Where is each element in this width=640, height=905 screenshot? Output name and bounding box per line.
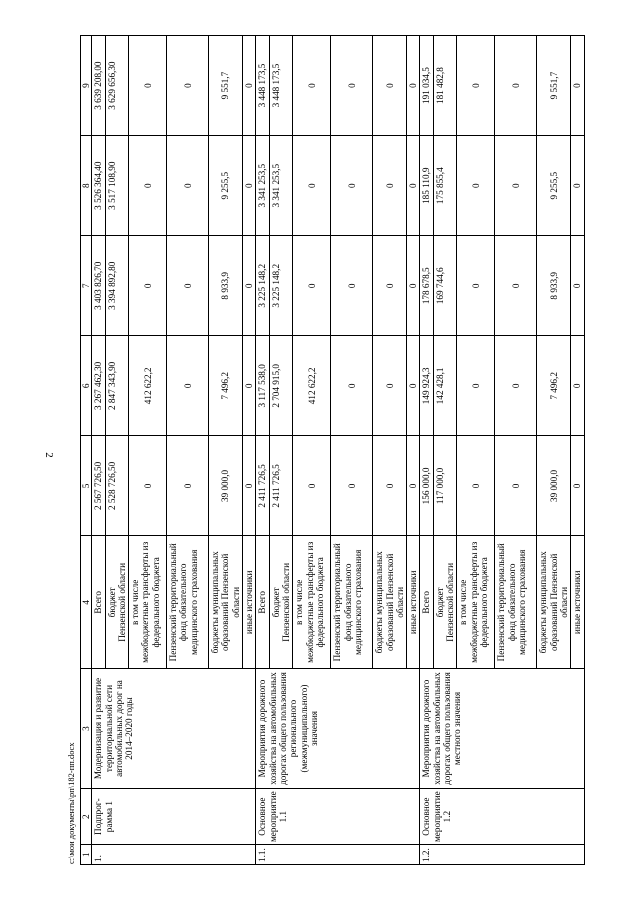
value-cell: 7 496,2 [209, 336, 243, 436]
row-number-cell: 1.1. [256, 845, 420, 865]
row-number-cell: 1. [92, 845, 256, 865]
value-cell: 2 411 726,5 [269, 436, 293, 536]
value-cell: 191 034,5 [420, 36, 433, 136]
value-cell: 2 847 343,90 [105, 336, 129, 436]
funding-source-cell [209, 536, 243, 669]
value-cell: 0 [373, 436, 407, 536]
table-row [420, 36, 433, 865]
value-cell: 169 744,6 [433, 236, 457, 336]
value-cell: 181 482,8 [433, 36, 457, 136]
funding-source-label: иные источники [572, 570, 583, 635]
value-cell: 0 [243, 436, 256, 536]
value-cell: 3 341 253,5 [269, 136, 293, 236]
value-cell: 156 000,0 [420, 436, 433, 536]
value-cell: 0 [407, 36, 420, 136]
row-kind-cell: Подпрог-рамма 1 [92, 788, 256, 845]
value-cell: 3 629 656,30 [105, 36, 129, 136]
value-cell: 0 [167, 336, 209, 436]
value-cell: 142 428,1 [433, 336, 457, 436]
header-cell: 5 [81, 436, 92, 536]
funding-source-cell [167, 536, 209, 669]
funding-source-label: в том числе [294, 579, 305, 625]
value-cell: 3 403 826,70 [92, 236, 105, 336]
value-cell: 3 117 538,0 [256, 336, 269, 436]
funding-source-label: межбюджетные трансферты из федерального бюджета [140, 541, 161, 663]
value-cell: 0 [571, 36, 584, 136]
value-cell: 0 [457, 336, 495, 436]
value-cell: 0 [373, 136, 407, 236]
value-cell: 3 394 892,80 [105, 236, 129, 336]
value-cell: 0 [331, 236, 373, 336]
row-name-cell: Модернизация и развитие территориальной сети автомобильных дорог на 2014–2020 годы [92, 669, 256, 789]
value-cell: 0 [571, 336, 584, 436]
value-cell: 0 [331, 36, 373, 136]
value-cell: 149 924,3 [420, 336, 433, 436]
funding-source-cell [331, 536, 373, 669]
header-row [81, 36, 92, 865]
header-cell: 1 [81, 845, 92, 865]
value-cell: 0 [167, 136, 209, 236]
value-cell: 39 000,0 [209, 436, 243, 536]
value-cell: 412 622,2 [129, 336, 167, 436]
budget-table [80, 35, 585, 865]
funding-source-label: в том числе [130, 579, 141, 625]
value-cell: 0 [129, 36, 167, 136]
value-cell: 7 496,2 [537, 336, 571, 436]
value-cell: 0 [129, 236, 167, 336]
header-cell: 7 [81, 236, 92, 336]
value-cell: 0 [407, 236, 420, 336]
value-cell: 0 [457, 136, 495, 236]
value-cell: 3 225 148,2 [269, 236, 293, 336]
funding-source-label: Пензенский территориальный фонд обязательного медицинского страхования [332, 543, 363, 662]
row-name-cell: Мероприятия дорожного хозяйства на автомобильных дорогах общего пользования регионального (межмуниципального) значения [256, 669, 420, 789]
table-row [92, 36, 105, 865]
funding-source-label: бюджеты муниципальных образований Пензенской области [538, 551, 569, 654]
rotated-table-container [80, 35, 583, 865]
funding-source-cell [269, 536, 293, 669]
value-cell: 0 [495, 36, 537, 136]
value-cell: 0 [495, 436, 537, 536]
value-cell: 2 411 726,5 [256, 436, 269, 536]
header-cell: 6 [81, 336, 92, 436]
funding-source-label: Пензенский территориальный фонд обязательного медицинского страхования [496, 543, 527, 662]
funding-source-cell [256, 536, 269, 669]
value-cell: 0 [243, 36, 256, 136]
header-cell: 9 [81, 36, 92, 136]
value-cell: 0 [407, 436, 420, 536]
value-cell: 2 567 726,50 [92, 436, 105, 536]
funding-source-label: Пензенской области [280, 562, 291, 642]
value-cell: 9 551,7 [209, 36, 243, 136]
value-cell: 2 704 915,0 [269, 336, 293, 436]
value-cell: 39 000,0 [537, 436, 571, 536]
funding-source-label: Всего [93, 591, 104, 614]
funding-source-label: бюджет [270, 587, 281, 618]
value-cell: 185 110,9 [420, 136, 433, 236]
value-cell: 0 [167, 236, 209, 336]
funding-source-cell [433, 536, 457, 669]
value-cell: 9 255,5 [209, 136, 243, 236]
funding-source-label: Пензенской области [445, 562, 456, 642]
value-cell: 0 [457, 36, 495, 136]
value-cell: 0 [495, 336, 537, 436]
funding-source-cell [457, 536, 495, 669]
value-cell: 0 [571, 136, 584, 236]
value-cell: 9 255,5 [537, 136, 571, 236]
header-cell: 4 [81, 536, 92, 669]
funding-source-label: бюджеты муниципальных образований Пензенской области [210, 551, 241, 654]
value-cell: 0 [457, 236, 495, 336]
value-cell: 0 [243, 336, 256, 436]
funding-source-label: межбюджетные трансферты из федерального бюджета [304, 541, 325, 663]
value-cell: 0 [293, 36, 331, 136]
funding-source-label: бюджет [106, 587, 117, 618]
funding-source-cell [495, 536, 537, 669]
row-name-cell: Мероприятия дорожного хозяйства на автомобильных дорогах общего пользования местного значения [420, 669, 584, 789]
value-cell: 0 [571, 236, 584, 336]
value-cell: 175 855,4 [433, 136, 457, 236]
header-cell: 2 [81, 788, 92, 845]
funding-source-cell [243, 536, 256, 669]
value-cell: 0 [373, 36, 407, 136]
value-cell: 0 [243, 236, 256, 336]
funding-source-cell [571, 536, 584, 669]
value-cell: 3 341 253,5 [256, 136, 269, 236]
row-number-cell: 1.2. [420, 845, 584, 865]
header-cell: 8 [81, 136, 92, 236]
value-cell: 412 622,2 [293, 336, 331, 436]
value-cell: 0 [495, 236, 537, 336]
value-cell: 3 267 462,30 [92, 336, 105, 436]
value-cell: 9 551,7 [537, 36, 571, 136]
value-cell: 0 [407, 136, 420, 236]
funding-source-label: Всего [421, 591, 432, 614]
row-kind-cell: Основное мероприятие 1.2 [420, 788, 584, 845]
funding-source-label: Пензенской области [116, 562, 127, 642]
value-cell: 0 [457, 436, 495, 536]
value-cell: 8 933,9 [209, 236, 243, 336]
value-cell: 3 639 208,00 [92, 36, 105, 136]
funding-source-label: в том числе [458, 579, 469, 625]
funding-source-cell [407, 536, 420, 669]
value-cell: 0 [293, 136, 331, 236]
footer-file-path: c:\мои документы\рп\182-пп.docx [66, 742, 76, 864]
funding-source-label: Пензенский территориальный фонд обязательного медицинского страхования [168, 543, 199, 662]
table-row [256, 36, 269, 865]
funding-source-label: бюджеты муниципальных образований Пензенской области [374, 551, 405, 654]
value-cell: 0 [495, 136, 537, 236]
value-cell: 0 [243, 136, 256, 236]
funding-source-label: иные источники [244, 570, 255, 635]
funding-source-label: Всего [257, 591, 268, 614]
value-cell: 2 528 726,50 [105, 436, 129, 536]
row-kind-cell: Основное мероприятие 1.1 [256, 788, 420, 845]
value-cell: 0 [293, 436, 331, 536]
value-cell: 0 [129, 436, 167, 536]
value-cell: 3 225 148,2 [256, 236, 269, 336]
funding-source-cell [420, 536, 433, 669]
page-number: 2 [43, 452, 55, 458]
funding-source-cell [293, 536, 331, 669]
funding-source-cell [129, 536, 167, 669]
header-cell: 3 [81, 669, 92, 789]
value-cell: 3 448 173,5 [269, 36, 293, 136]
value-cell: 0 [167, 436, 209, 536]
funding-source-cell [105, 536, 129, 669]
value-cell: 0 [373, 336, 407, 436]
value-cell: 0 [293, 236, 331, 336]
value-cell: 0 [129, 136, 167, 236]
value-cell: 0 [167, 36, 209, 136]
funding-source-cell [537, 536, 571, 669]
funding-source-label: межбюджетные трансферты из федерального бюджета [468, 541, 489, 663]
value-cell: 0 [407, 336, 420, 436]
value-cell: 0 [331, 136, 373, 236]
value-cell: 0 [331, 436, 373, 536]
value-cell: 0 [571, 436, 584, 536]
value-cell: 0 [331, 336, 373, 436]
value-cell: 178 678,5 [420, 236, 433, 336]
funding-source-label: иные источники [408, 570, 419, 635]
funding-source-label: бюджет [434, 587, 445, 618]
value-cell: 117 000,0 [433, 436, 457, 536]
funding-source-cell [92, 536, 105, 669]
value-cell: 3 448 173,5 [256, 36, 269, 136]
value-cell: 3 517 108,90 [105, 136, 129, 236]
funding-source-cell [373, 536, 407, 669]
value-cell: 3 526 364,40 [92, 136, 105, 236]
value-cell: 8 933,9 [537, 236, 571, 336]
value-cell: 0 [373, 236, 407, 336]
